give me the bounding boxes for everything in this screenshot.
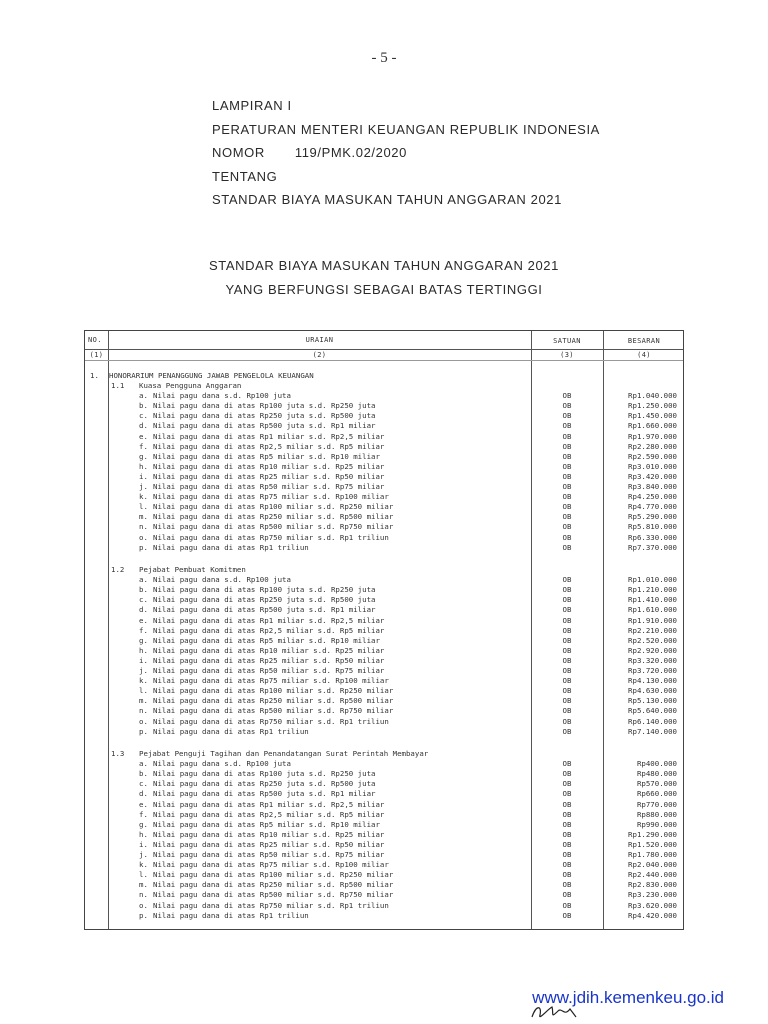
subsection-row xyxy=(85,749,685,759)
item-besaran: Rp4.630.000 xyxy=(628,686,677,696)
item-letter: c. xyxy=(139,595,148,605)
item-description: Nilai pagu dana di atas Rp500 miliar s.d. Rp750 miliar xyxy=(153,706,394,716)
item-description: Nilai pagu dana di atas Rp250 juta s.d. Rp500 juta xyxy=(153,411,376,421)
item-satuan: OB xyxy=(562,431,572,441)
header-nomor-label: NOMOR xyxy=(212,145,265,160)
table-row xyxy=(85,759,685,769)
item-letter: i. xyxy=(139,471,148,481)
item-satuan: OB xyxy=(562,532,572,542)
table-row xyxy=(85,585,685,595)
item-satuan: OB xyxy=(562,829,572,839)
item-besaran: Rp4.770.000 xyxy=(628,502,677,512)
table-row xyxy=(85,880,685,890)
item-satuan: OB xyxy=(562,411,572,421)
table-row xyxy=(85,789,685,799)
section-title: HONORARIUM PENANGGUNG JAWAB PENGELOLA KEUANGAN xyxy=(109,371,314,380)
table-row xyxy=(85,543,685,553)
item-besaran: Rp6.330.000 xyxy=(628,532,677,542)
item-satuan: OB xyxy=(562,880,572,890)
table-row xyxy=(85,666,685,676)
table-row xyxy=(85,800,685,810)
item-besaran: Rp3.620.000 xyxy=(628,900,677,910)
item-besaran: Rp4.420.000 xyxy=(628,910,677,920)
header-besaran: BESARAN xyxy=(627,337,661,345)
header-subject: STANDAR BIAYA MASUKAN TAHUN ANGGARAN 2021 xyxy=(212,192,562,207)
item-description: Nilai pagu dana di atas Rp500 miliar s.d. Rp750 miliar xyxy=(153,522,394,532)
item-satuan: OB xyxy=(562,585,572,595)
item-besaran: Rp1.010.000 xyxy=(628,575,677,585)
item-satuan: OB xyxy=(562,471,572,481)
item-description: Nilai pagu dana di atas Rp750 miliar s.d. Rp1 triliun xyxy=(153,716,389,726)
subsection-number: 1.2 xyxy=(111,565,125,574)
item-description: Nilai pagu dana di atas Rp100 juta s.d. Rp250 juta xyxy=(153,769,376,779)
item-description: Nilai pagu dana di atas Rp500 juta s.d. Rp1 miliar xyxy=(153,421,376,431)
item-letter: p. xyxy=(139,542,148,552)
item-description: Nilai pagu dana di atas Rp1 triliun xyxy=(153,726,309,736)
item-besaran: Rp3.840.000 xyxy=(628,482,677,491)
item-satuan: OB xyxy=(562,645,572,655)
item-besaran: Rp2.920.000 xyxy=(628,645,677,655)
item-besaran: Rp400.000 xyxy=(636,759,677,769)
table-row xyxy=(85,860,685,870)
table-row xyxy=(85,492,685,502)
item-description: Nilai pagu dana di atas Rp1 triliun xyxy=(153,910,309,920)
item-besaran: Rp880.000 xyxy=(636,809,677,819)
item-letter: i. xyxy=(139,839,148,849)
item-besaran: Rp2.280.000 xyxy=(628,441,677,451)
item-description: Nilai pagu dana di atas Rp2,5 miliar s.d. Rp5 miliar xyxy=(153,809,385,819)
table-row xyxy=(85,727,685,737)
table-row xyxy=(85,656,685,666)
item-satuan: OB xyxy=(562,789,572,799)
item-besaran: Rp1.660.000 xyxy=(628,421,677,431)
item-letter: n. xyxy=(139,890,148,900)
item-letter: p. xyxy=(139,726,148,736)
item-satuan: OB xyxy=(562,850,572,859)
subsection-title: Pejabat Pembuat Komitmen xyxy=(139,565,246,574)
header-tentang: TENTANG xyxy=(212,168,278,184)
item-description: Nilai pagu dana di atas Rp250 miliar s.d. Rp500 miliar xyxy=(153,880,394,890)
item-letter: m. xyxy=(139,880,148,890)
item-besaran: Rp3.320.000 xyxy=(628,655,677,665)
item-description: Nilai pagu dana di atas Rp5 miliar s.d. Rp10 miliar xyxy=(153,451,380,461)
item-besaran: Rp1.040.000 xyxy=(628,391,677,401)
item-besaran: Rp3.010.000 xyxy=(628,461,677,471)
header-uraian: URAIAN xyxy=(305,336,334,344)
table-row xyxy=(85,901,685,911)
item-besaran: Rp3.420.000 xyxy=(628,471,677,481)
item-satuan: OB xyxy=(562,910,572,920)
item-satuan: OB xyxy=(562,726,572,736)
item-description: Nilai pagu dana di atas Rp250 miliar s.d. Rp500 miliar xyxy=(153,696,394,706)
item-besaran: Rp1.290.000 xyxy=(628,829,677,839)
item-description: Nilai pagu dana di atas Rp25 miliar s.d. Rp50 miliar xyxy=(153,471,385,481)
item-letter: p. xyxy=(139,910,148,920)
item-letter: e. xyxy=(139,615,148,625)
item-besaran: Rp480.000 xyxy=(636,769,677,779)
item-satuan: OB xyxy=(562,686,572,696)
table-row xyxy=(85,696,685,706)
colnum-uraian: (2) xyxy=(312,351,327,359)
item-satuan: OB xyxy=(562,615,572,625)
colnum-satuan: (3) xyxy=(560,351,574,359)
header-lampiran: LAMPIRAN I xyxy=(212,98,292,113)
item-letter: d. xyxy=(139,789,148,799)
item-description: Nilai pagu dana di atas Rp250 juta s.d. Rp500 juta xyxy=(153,779,376,789)
item-description: Nilai pagu dana di atas Rp25 miliar s.d. Rp50 miliar xyxy=(153,655,385,665)
item-besaran: Rp2.040.000 xyxy=(628,860,677,870)
item-letter: c. xyxy=(139,411,148,421)
table-row xyxy=(85,850,685,860)
colnum-besaran: (4) xyxy=(637,351,651,359)
item-besaran: Rp1.910.000 xyxy=(628,615,677,625)
item-satuan: OB xyxy=(562,716,572,726)
item-satuan: OB xyxy=(562,819,572,829)
subsection-title: Pejabat Penguji Tagihan dan Penandatangan Surat Perintah Membayar xyxy=(139,749,429,758)
item-letter: o. xyxy=(139,532,148,542)
item-letter: c. xyxy=(139,779,148,789)
item-besaran: Rp2.830.000 xyxy=(628,880,677,890)
item-besaran: Rp1.970.000 xyxy=(628,431,677,441)
table-row xyxy=(85,605,685,615)
item-letter: b. xyxy=(139,401,148,411)
item-satuan: OB xyxy=(562,890,572,900)
item-letter: h. xyxy=(139,645,148,655)
item-besaran: Rp1.210.000 xyxy=(628,585,677,595)
table-row xyxy=(85,432,685,442)
item-description: Nilai pagu dana di atas Rp10 miliar s.d. Rp25 miliar xyxy=(153,461,385,471)
item-letter: o. xyxy=(139,900,148,910)
document-header xyxy=(212,94,600,212)
item-description: Nilai pagu dana di atas Rp5 miliar s.d. Rp10 miliar xyxy=(153,635,380,645)
item-description: Nilai pagu dana di atas Rp750 miliar s.d. Rp1 triliun xyxy=(153,532,389,542)
item-satuan: OB xyxy=(562,759,572,769)
item-description: Nilai pagu dana di atas Rp50 miliar s.d. Rp75 miliar xyxy=(153,850,385,859)
item-besaran: Rp2.520.000 xyxy=(628,635,677,645)
item-satuan: OB xyxy=(562,605,572,615)
item-letter: a. xyxy=(139,759,148,769)
table-row xyxy=(85,911,685,921)
item-satuan: OB xyxy=(562,839,572,849)
item-besaran: Rp990.000 xyxy=(636,819,677,829)
subsection-title: Kuasa Pengguna Anggaran xyxy=(139,381,242,390)
item-letter: h. xyxy=(139,461,148,471)
item-description: Nilai pagu dana di atas Rp2,5 miliar s.d. Rp5 miliar xyxy=(153,441,385,451)
item-satuan: OB xyxy=(562,482,572,491)
item-besaran: Rp1.250.000 xyxy=(628,401,677,411)
item-description: Nilai pagu dana di atas Rp500 miliar s.d. Rp750 miliar xyxy=(153,890,394,900)
table-row xyxy=(85,442,685,452)
item-satuan: OB xyxy=(562,769,572,779)
header-peraturan: PERATURAN MENTERI KEUANGAN REPUBLIK INDONESIA xyxy=(212,121,600,137)
header-divider xyxy=(85,349,683,350)
item-besaran: Rp2.590.000 xyxy=(628,451,677,461)
table-row xyxy=(85,706,685,716)
item-description: Nilai pagu dana di atas Rp250 juta s.d. Rp500 juta xyxy=(153,595,376,605)
item-letter: k. xyxy=(139,492,148,502)
item-satuan: OB xyxy=(562,542,572,552)
item-description: Nilai pagu dana di atas Rp100 miliar s.d. Rp250 miliar xyxy=(153,870,394,880)
item-satuan: OB xyxy=(562,635,572,645)
item-description: Nilai pagu dana di atas Rp100 juta s.d. Rp250 juta xyxy=(153,401,376,411)
table-row xyxy=(85,391,685,401)
item-description: Nilai pagu dana di atas Rp100 miliar s.d. Rp250 miliar xyxy=(153,686,394,696)
table-row xyxy=(85,626,685,636)
item-satuan: OB xyxy=(562,666,572,675)
item-letter: g. xyxy=(139,635,148,645)
paraf-signature xyxy=(528,1003,580,1021)
table-row xyxy=(85,502,685,512)
item-letter: j. xyxy=(139,482,148,491)
table-row xyxy=(85,810,685,820)
item-letter: a. xyxy=(139,575,148,585)
item-satuan: OB xyxy=(562,461,572,471)
item-letter: k. xyxy=(139,676,148,686)
item-letter: f. xyxy=(139,625,148,635)
item-besaran: Rp1.450.000 xyxy=(628,411,677,421)
item-description: Nilai pagu dana di atas Rp5 miliar s.d. Rp10 miliar xyxy=(153,819,380,829)
subsection-row xyxy=(85,381,685,391)
table-row xyxy=(85,482,685,492)
section-row xyxy=(85,371,685,381)
item-description: Nilai pagu dana di atas Rp2,5 miliar s.d. Rp5 miliar xyxy=(153,625,385,635)
item-letter: j. xyxy=(139,850,148,859)
item-letter: b. xyxy=(139,585,148,595)
section-number: 1. xyxy=(90,371,99,380)
item-letter: k. xyxy=(139,860,148,870)
page-number: - 5 - xyxy=(371,50,397,66)
item-description: Nilai pagu dana di atas Rp50 miliar s.d. Rp75 miliar xyxy=(153,666,385,675)
subsection-number: 1.1 xyxy=(111,381,125,390)
item-besaran: Rp3.230.000 xyxy=(628,890,677,900)
item-besaran: Rp660.000 xyxy=(636,789,677,799)
item-satuan: OB xyxy=(562,676,572,686)
item-besaran: Rp770.000 xyxy=(636,799,677,809)
item-satuan: OB xyxy=(562,391,572,401)
table-row xyxy=(85,401,685,411)
table-row xyxy=(85,840,685,850)
item-satuan: OB xyxy=(562,512,572,522)
item-letter: o. xyxy=(139,716,148,726)
item-satuan: OB xyxy=(562,706,572,716)
item-besaran: Rp2.210.000 xyxy=(628,625,677,635)
table-row xyxy=(85,421,685,431)
item-besaran: Rp7.370.000 xyxy=(628,542,677,552)
item-satuan: OB xyxy=(562,575,572,585)
item-description: Nilai pagu dana di atas Rp750 miliar s.d. Rp1 triliun xyxy=(153,900,389,910)
item-letter: i. xyxy=(139,655,148,665)
item-letter: m. xyxy=(139,696,148,706)
item-besaran: Rp1.520.000 xyxy=(628,839,677,849)
item-besaran: Rp5.810.000 xyxy=(628,522,677,532)
table-row xyxy=(85,890,685,900)
item-letter: l. xyxy=(139,870,148,880)
item-satuan: OB xyxy=(562,779,572,789)
table-row xyxy=(85,462,685,472)
item-letter: b. xyxy=(139,769,148,779)
item-satuan: OB xyxy=(562,809,572,819)
table-row xyxy=(85,779,685,789)
item-besaran: Rp7.140.000 xyxy=(628,726,677,736)
document-title: STANDAR BIAYA MASUKAN TAHUN ANGGARAN 2021 xyxy=(209,258,559,273)
item-description: Nilai pagu dana s.d. Rp100 juta xyxy=(153,575,291,585)
item-letter: e. xyxy=(139,799,148,809)
table-row xyxy=(85,533,685,543)
table-row xyxy=(85,830,685,840)
item-letter: h. xyxy=(139,829,148,839)
item-satuan: OB xyxy=(562,696,572,706)
item-description: Nilai pagu dana di atas Rp75 miliar s.d. Rp100 miliar xyxy=(153,676,389,686)
header-satuan: SATUAN xyxy=(553,337,581,345)
item-description: Nilai pagu dana di atas Rp1 miliar s.d. Rp2,5 miliar xyxy=(153,799,385,809)
item-besaran: Rp5.290.000 xyxy=(628,512,677,522)
item-satuan: OB xyxy=(562,870,572,880)
table-row xyxy=(85,411,685,421)
table-row xyxy=(85,636,685,646)
item-description: Nilai pagu dana di atas Rp10 miliar s.d. Rp25 miliar xyxy=(153,829,385,839)
item-satuan: OB xyxy=(562,625,572,635)
item-description: Nilai pagu dana di atas Rp75 miliar s.d. Rp100 miliar xyxy=(153,860,389,870)
item-besaran: Rp4.250.000 xyxy=(628,492,677,502)
item-letter: d. xyxy=(139,605,148,615)
item-satuan: OB xyxy=(562,502,572,512)
table-row xyxy=(85,472,685,482)
item-description: Nilai pagu dana di atas Rp1 miliar s.d. Rp2,5 miliar xyxy=(153,431,385,441)
item-letter: f. xyxy=(139,809,148,819)
item-letter: d. xyxy=(139,421,148,431)
table-row xyxy=(85,595,685,605)
table-row xyxy=(85,717,685,727)
table-row xyxy=(85,820,685,830)
item-satuan: OB xyxy=(562,799,572,809)
item-besaran: Rp570.000 xyxy=(636,779,677,789)
item-besaran: Rp1.410.000 xyxy=(628,595,677,605)
item-letter: n. xyxy=(139,522,148,532)
item-besaran: Rp5.130.000 xyxy=(628,696,677,706)
item-letter: g. xyxy=(139,819,148,829)
item-letter: l. xyxy=(139,502,148,512)
item-description: Nilai pagu dana di atas Rp75 miliar s.d. Rp100 miliar xyxy=(153,492,389,502)
table-row xyxy=(85,616,685,626)
item-description: Nilai pagu dana di atas Rp250 miliar s.d. Rp500 miliar xyxy=(153,512,394,522)
footer-url[interactable]: www.jdih.kemenkeu.go.id xyxy=(532,988,724,1007)
item-letter: g. xyxy=(139,451,148,461)
item-description: Nilai pagu dana di atas Rp50 miliar s.d. Rp75 miliar xyxy=(153,482,385,491)
item-letter: l. xyxy=(139,686,148,696)
colnum-no: (1) xyxy=(89,351,104,359)
item-besaran: Rp6.140.000 xyxy=(628,716,677,726)
item-satuan: OB xyxy=(562,900,572,910)
item-besaran: Rp4.130.000 xyxy=(628,676,677,686)
subsection-row xyxy=(85,565,685,575)
item-description: Nilai pagu dana di atas Rp1 miliar s.d. Rp2,5 miliar xyxy=(153,615,385,625)
item-letter: f. xyxy=(139,441,148,451)
table-row xyxy=(85,512,685,522)
subsection-number: 1.3 xyxy=(111,749,125,758)
item-description: Nilai pagu dana di atas Rp500 juta s.d. Rp1 miliar xyxy=(153,789,376,799)
table-row xyxy=(85,870,685,880)
table-row xyxy=(85,575,685,585)
item-letter: e. xyxy=(139,431,148,441)
item-letter: m. xyxy=(139,512,148,522)
header-nomor xyxy=(212,141,600,165)
item-besaran: Rp5.640.000 xyxy=(628,706,677,716)
item-description: Nilai pagu dana di atas Rp1 triliun xyxy=(153,542,309,552)
item-description: Nilai pagu dana di atas Rp10 miliar s.d. Rp25 miliar xyxy=(153,645,385,655)
item-besaran: Rp3.720.000 xyxy=(628,666,677,675)
item-satuan: OB xyxy=(562,441,572,451)
item-besaran: Rp2.440.000 xyxy=(628,870,677,880)
item-satuan: OB xyxy=(562,595,572,605)
item-satuan: OB xyxy=(562,451,572,461)
item-description: Nilai pagu dana di atas Rp100 juta s.d. Rp250 juta xyxy=(153,585,376,595)
item-description: Nilai pagu dana di atas Rp100 miliar s.d. Rp250 miliar xyxy=(153,502,394,512)
item-description: Nilai pagu dana s.d. Rp100 juta xyxy=(153,391,291,401)
item-description: Nilai pagu dana s.d. Rp100 juta xyxy=(153,759,291,769)
document-subtitle: YANG BERFUNGSI SEBAGAI BATAS TERTINGGI xyxy=(225,282,543,297)
table-row xyxy=(85,522,685,532)
item-satuan: OB xyxy=(562,421,572,431)
item-satuan: OB xyxy=(562,401,572,411)
header-no: NO. xyxy=(88,336,102,344)
item-description: Nilai pagu dana di atas Rp25 miliar s.d. Rp50 miliar xyxy=(153,839,385,849)
item-letter: a. xyxy=(139,391,148,401)
cost-standard-table xyxy=(84,330,684,930)
header-divider xyxy=(85,360,683,361)
item-satuan: OB xyxy=(562,492,572,502)
table-row xyxy=(85,646,685,656)
item-satuan: OB xyxy=(562,860,572,870)
item-description: Nilai pagu dana di atas Rp500 juta s.d. Rp1 miliar xyxy=(153,605,376,615)
item-letter: j. xyxy=(139,666,148,675)
item-satuan: OB xyxy=(562,655,572,665)
table-row xyxy=(85,686,685,696)
header-nomor-value: 119/PMK.02/2020 xyxy=(294,145,407,160)
item-letter: n. xyxy=(139,706,148,716)
item-besaran: Rp1.610.000 xyxy=(628,605,677,615)
table-row xyxy=(85,452,685,462)
item-besaran: Rp1.780.000 xyxy=(628,850,677,859)
table-row xyxy=(85,676,685,686)
item-satuan: OB xyxy=(562,522,572,532)
table-row xyxy=(85,769,685,779)
